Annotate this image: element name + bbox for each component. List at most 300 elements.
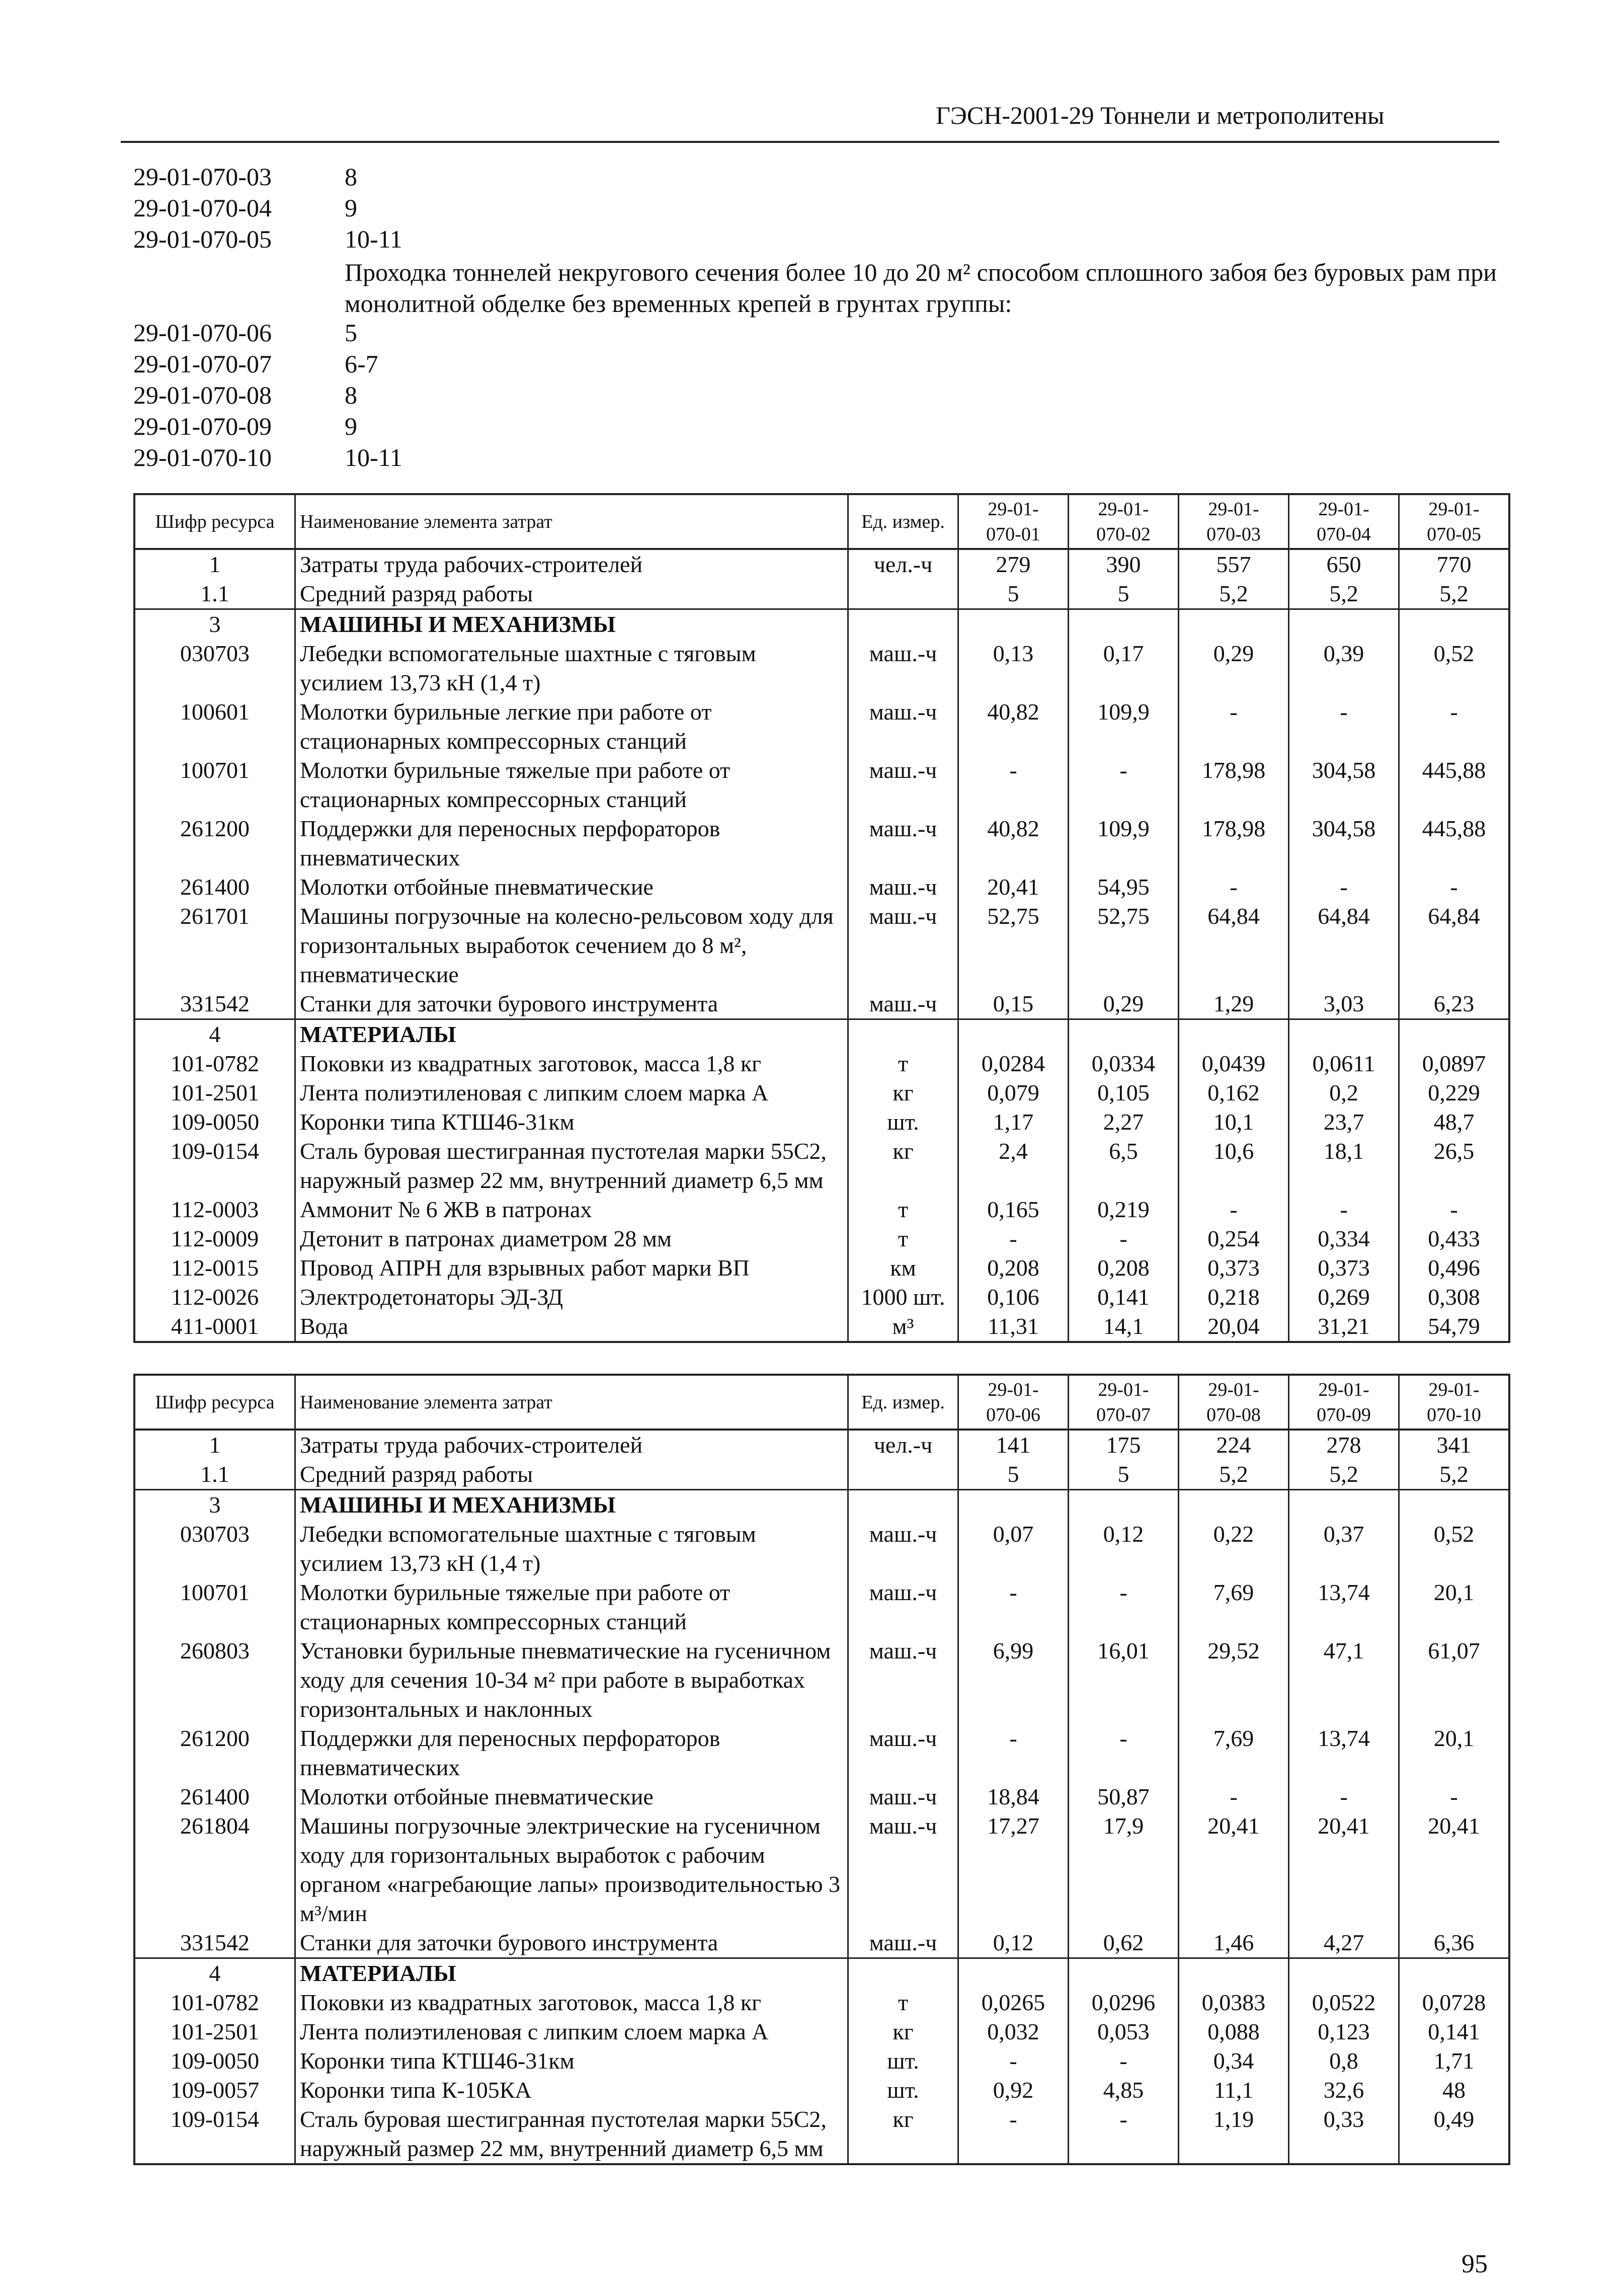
cell-value: 20,41 xyxy=(1179,1811,1289,1928)
cell-value xyxy=(958,1019,1069,1050)
cell-value: 64,84 xyxy=(1289,902,1399,989)
cell-value: 6,36 xyxy=(1399,1928,1510,1958)
code: 29-01-070-07 xyxy=(133,350,272,378)
cell-code: 100701 xyxy=(134,756,295,814)
cell-value: 0,8 xyxy=(1289,2046,1399,2076)
cell-value: 40,82 xyxy=(958,697,1069,756)
cell-value: - xyxy=(1399,1195,1510,1224)
header-col: 29-01- 070-09 xyxy=(1289,1375,1399,1430)
cell-code: 3 xyxy=(134,609,295,640)
cell-value: - xyxy=(1289,873,1399,902)
cell-value: 0,334 xyxy=(1289,1224,1399,1253)
cell-value: 0,17 xyxy=(1069,639,1179,697)
code-row xyxy=(133,411,402,442)
cell-code: 100601 xyxy=(134,697,295,756)
header-col: 29-01- 070-04 xyxy=(1289,494,1399,549)
work-description: Проходка тоннелей некругового сечения более 10 до 20 м² способом сплошного забоя без буровых рам при монолитной обделке без временных крепей в грунтах группы: xyxy=(345,258,1497,318)
cell-name: Лебедки вспомогательные шахтные с тяговым усилием 13,73 кН (1,4 т) xyxy=(295,639,848,697)
cell-value: 178,98 xyxy=(1179,814,1289,873)
cell-value: - xyxy=(958,1578,1069,1636)
cell-unit: шт. xyxy=(848,2046,958,2076)
header-code: Шифр ресурса xyxy=(134,494,295,549)
table-row xyxy=(134,1988,1509,2017)
table-row xyxy=(134,902,1509,989)
cell-value: 0,0897 xyxy=(1399,1049,1510,1078)
cell-value: 0,123 xyxy=(1289,2017,1399,2046)
cell-code: 101-2501 xyxy=(134,2017,295,2046)
cell-unit: чел.-ч xyxy=(848,549,958,579)
code-row xyxy=(133,223,402,255)
cell-unit: маш.-ч xyxy=(848,1578,958,1636)
cell-value: - xyxy=(1289,1195,1399,1224)
table-row xyxy=(134,1460,1509,1490)
cell-unit: км xyxy=(848,1253,958,1283)
cell-unit: 1000 шт. xyxy=(848,1283,958,1312)
cell-value: 0,053 xyxy=(1069,2017,1179,2046)
cell-value: 50,87 xyxy=(1069,1782,1179,1811)
cell-code: 1 xyxy=(134,1430,295,1460)
cell-value: - xyxy=(1069,1724,1179,1782)
table-row xyxy=(134,1107,1509,1137)
header-col: 29-01- 070-05 xyxy=(1399,494,1510,549)
cell-value xyxy=(1399,1958,1510,1989)
cell-name: МАТЕРИАЛЫ xyxy=(295,1958,848,1989)
table-row xyxy=(134,697,1509,756)
cell-name: Средний разряд работы xyxy=(295,579,848,609)
cell-value: 224 xyxy=(1179,1430,1289,1460)
cell-value: 13,74 xyxy=(1289,1578,1399,1636)
cell-value: - xyxy=(1399,1782,1510,1811)
cell-value: 0,106 xyxy=(958,1283,1069,1312)
cell-value: 31,21 xyxy=(1289,1312,1399,1342)
header-col: 29-01- 070-08 xyxy=(1179,1375,1289,1430)
cell-name: Затраты труда рабочих-строителей xyxy=(295,549,848,579)
cell-name: Молотки бурильные тяжелые при работе от стационарных компрессорных станций xyxy=(295,1578,848,1636)
cell-code: 100701 xyxy=(134,1578,295,1636)
cell-value: 0,141 xyxy=(1399,2017,1510,2046)
cell-value: 0,269 xyxy=(1289,1283,1399,1312)
cell-value: - xyxy=(1179,1195,1289,1224)
cell-value: 0,032 xyxy=(958,2017,1069,2046)
cell-value: - xyxy=(958,2105,1069,2164)
cell-value: 10,6 xyxy=(1179,1137,1289,1195)
cell-code: 1.1 xyxy=(134,1460,295,1490)
cell-unit: маш.-ч xyxy=(848,873,958,902)
cell-value: 64,84 xyxy=(1399,902,1510,989)
page-header: ГЭСН-2001-29 Тоннели и метрополитены xyxy=(936,101,1385,129)
table-row xyxy=(134,1724,1509,1782)
cell-value: 445,88 xyxy=(1399,756,1510,814)
table-row xyxy=(134,579,1509,609)
cell-code: 109-0154 xyxy=(134,1137,295,1195)
group: 8 xyxy=(345,163,357,191)
table-row xyxy=(134,1078,1509,1107)
cell-value: 26,5 xyxy=(1399,1137,1510,1195)
cell-value: 0,49 xyxy=(1399,2105,1510,2164)
cell-unit: кг xyxy=(848,2105,958,2164)
cell-value: 1,29 xyxy=(1179,989,1289,1019)
cell-unit: маш.-ч xyxy=(848,639,958,697)
cell-value: 48 xyxy=(1399,2076,1510,2105)
cell-unit xyxy=(848,579,958,609)
cell-name: Сталь буровая шестигранная пустотелая марки 55С2, наружный размер 22 мм, внутренний диаметр 6,5 мм xyxy=(295,1137,848,1195)
cell-name: МАШИНЫ И МЕХАНИЗМЫ xyxy=(295,1490,848,1520)
table-row xyxy=(134,1224,1509,1253)
cell-value: 0,2 xyxy=(1289,1078,1399,1107)
cell-name: Станки для заточки бурового инструмента xyxy=(295,1928,848,1958)
table-row xyxy=(134,1195,1509,1224)
cell-name: Электродетонаторы ЭД-ЗД xyxy=(295,1283,848,1312)
header-col: 29-01- 070-03 xyxy=(1179,494,1289,549)
cell-value: 6,5 xyxy=(1069,1137,1179,1195)
cell-value: 64,84 xyxy=(1179,902,1289,989)
cell-code: 030703 xyxy=(134,639,295,697)
cell-value: 5 xyxy=(958,1460,1069,1490)
cell-value: 109,9 xyxy=(1069,697,1179,756)
cell-value: - xyxy=(958,2046,1069,2076)
cell-name: Лента полиэтиленовая с липким слоем марка А xyxy=(295,2017,848,2046)
cell-code: 112-0003 xyxy=(134,1195,295,1224)
page-number: 95 xyxy=(1462,2250,1488,2278)
table-header-row xyxy=(134,1375,1509,1430)
cell-value: 0,62 xyxy=(1069,1928,1179,1958)
code-row xyxy=(133,348,402,379)
cell-value: 141 xyxy=(958,1430,1069,1460)
cell-value: 23,7 xyxy=(1289,1107,1399,1137)
table-body xyxy=(134,1430,1509,2164)
cell-unit: кг xyxy=(848,2017,958,2046)
cell-value xyxy=(1069,1490,1179,1520)
resource-table-2 xyxy=(133,1374,1510,2165)
code: 29-01-070-09 xyxy=(133,412,272,440)
section-row xyxy=(134,1019,1509,1050)
cell-code: 112-0009 xyxy=(134,1224,295,1253)
code-row xyxy=(133,442,402,473)
cell-value: 0,12 xyxy=(1069,1520,1179,1578)
header-rule xyxy=(121,141,1499,143)
cell-value: - xyxy=(1179,697,1289,756)
cell-value: 17,27 xyxy=(958,1811,1069,1928)
cell-value: 0,0611 xyxy=(1289,1049,1399,1078)
cell-name: МАШИНЫ И МЕХАНИЗМЫ xyxy=(295,609,848,640)
cell-value: 54,79 xyxy=(1399,1312,1510,1342)
cell-name: Поковки из квадратных заготовок, масса 1,8 кг xyxy=(295,1988,848,2017)
cell-value: 5,2 xyxy=(1179,579,1289,609)
cell-code: 1.1 xyxy=(134,579,295,609)
group: 5 xyxy=(345,319,357,347)
cell-code: 261701 xyxy=(134,902,295,989)
cell-value: 20,41 xyxy=(1399,1811,1510,1928)
group: 10-11 xyxy=(345,443,402,471)
cell-value xyxy=(1399,1019,1510,1050)
cell-name: Лента полиэтиленовая с липким слоем марка А xyxy=(295,1078,848,1107)
cell-unit: кг xyxy=(848,1137,958,1195)
table-row xyxy=(134,1430,1509,1460)
cell-value: 304,58 xyxy=(1289,756,1399,814)
table-row xyxy=(134,1578,1509,1636)
cell-name: Коронки типа К-105КА xyxy=(295,2076,848,2105)
cell-value: 0,52 xyxy=(1399,639,1510,697)
table-row xyxy=(134,2076,1509,2105)
cell-value: 0,22 xyxy=(1179,1520,1289,1578)
cell-name: Станки для заточки бурового инструмента xyxy=(295,989,848,1019)
cell-code: 1 xyxy=(134,549,295,579)
cell-unit: кг xyxy=(848,1078,958,1107)
cell-name: Вода xyxy=(295,1312,848,1342)
cell-value: 0,0296 xyxy=(1069,1988,1179,2017)
cell-name: Машины погрузочные электрические на гусеничном ходу для горизонтальных выработок с рабочим органом «нагребающие лапы» производительностью 3 м³/мин xyxy=(295,1811,848,1928)
cell-name: Коронки типа КТШ46-31км xyxy=(295,2046,848,2076)
cell-unit: т xyxy=(848,1988,958,2017)
table-row xyxy=(134,1782,1509,1811)
cell-value: 650 xyxy=(1289,549,1399,579)
cell-value: 0,088 xyxy=(1179,2017,1289,2046)
cell-value: 341 xyxy=(1399,1430,1510,1460)
cell-value: 0,0265 xyxy=(958,1988,1069,2017)
cell-value: 5,2 xyxy=(1399,1460,1510,1490)
cell-value: 5,2 xyxy=(1289,579,1399,609)
cell-value: 52,75 xyxy=(1069,902,1179,989)
cell-value xyxy=(958,1958,1069,1989)
cell-value: 20,41 xyxy=(958,873,1069,902)
cell-value: 2,27 xyxy=(1069,1107,1179,1137)
code: 29-01-070-06 xyxy=(133,319,272,347)
cell-value: 5 xyxy=(1069,579,1179,609)
cell-name: Молотки отбойные пневматические xyxy=(295,1782,848,1811)
table-row xyxy=(134,549,1509,579)
cell-value: - xyxy=(1069,1224,1179,1253)
cell-value xyxy=(958,609,1069,640)
cell-value: 0,308 xyxy=(1399,1283,1510,1312)
cell-value: 5 xyxy=(1069,1460,1179,1490)
table-row xyxy=(134,756,1509,814)
cell-name: Машины погрузочные на колесно-рельсовом ходу для горизонтальных выработок сечением до 8 м², пневматические xyxy=(295,902,848,989)
cell-unit: т xyxy=(848,1049,958,1078)
cell-code: 109-0050 xyxy=(134,2046,295,2076)
cell-name: Сталь буровая шестигранная пустотелая марки 55С2, наружный размер 22 мм, внутренний диаметр 6,5 мм xyxy=(295,2105,848,2164)
cell-value: 0,0383 xyxy=(1179,1988,1289,2017)
table-header-row xyxy=(134,494,1509,549)
header-name: Наименование элемента затрат xyxy=(295,494,848,549)
header-unit: Ед. измер. xyxy=(848,1375,958,1430)
cell-code: 030703 xyxy=(134,1520,295,1578)
cell-value: 0,433 xyxy=(1399,1224,1510,1253)
cell-value: - xyxy=(958,1224,1069,1253)
cell-value: 0,92 xyxy=(958,2076,1069,2105)
cell-name: Молотки отбойные пневматические xyxy=(295,873,848,902)
cell-unit xyxy=(848,1019,958,1050)
cell-value: 279 xyxy=(958,549,1069,579)
header-col: 29-01- 070-02 xyxy=(1069,494,1179,549)
table-row xyxy=(134,2046,1509,2076)
cell-value: - xyxy=(1289,697,1399,756)
table-row xyxy=(134,1283,1509,1312)
cell-code: 260803 xyxy=(134,1636,295,1724)
cell-name: Установки бурильные пневматические на гусеничном ходу для сечения 10-34 м² при работе в выработках горизонтальных и наклонных xyxy=(295,1636,848,1724)
table-row xyxy=(134,2105,1509,2164)
cell-value: 0,0439 xyxy=(1179,1049,1289,1078)
cell-unit: шт. xyxy=(848,2076,958,2105)
cell-value: 7,69 xyxy=(1179,1724,1289,1782)
cell-value: 1,71 xyxy=(1399,2046,1510,2076)
cell-value: - xyxy=(1069,2105,1179,2164)
cell-code: 109-0057 xyxy=(134,2076,295,2105)
cell-unit: маш.-ч xyxy=(848,814,958,873)
cell-value: 0,373 xyxy=(1179,1253,1289,1283)
cell-value: 0,0284 xyxy=(958,1049,1069,1078)
cell-unit: маш.-ч xyxy=(848,1724,958,1782)
cell-name: Провод АПРН для взрывных работ марки ВП xyxy=(295,1253,848,1283)
cell-value: - xyxy=(958,756,1069,814)
cell-value: 0,162 xyxy=(1179,1078,1289,1107)
code: 29-01-070-03 xyxy=(133,163,272,191)
cell-code: 101-2501 xyxy=(134,1078,295,1107)
cell-value: 0,208 xyxy=(958,1253,1069,1283)
cell-value: 0,52 xyxy=(1399,1520,1510,1578)
resource-table-1 xyxy=(133,493,1510,1343)
cell-value: 5,2 xyxy=(1179,1460,1289,1490)
cell-code: 261200 xyxy=(134,1724,295,1782)
table-row xyxy=(134,1928,1509,1958)
group: 9 xyxy=(345,194,357,222)
cell-value: 0,0522 xyxy=(1289,1988,1399,2017)
table-row xyxy=(134,873,1509,902)
cell-value xyxy=(1069,609,1179,640)
cell-value: 0,079 xyxy=(958,1078,1069,1107)
cell-value: 0,07 xyxy=(958,1520,1069,1578)
cell-code: 331542 xyxy=(134,1928,295,1958)
cell-value: 0,0728 xyxy=(1399,1988,1510,2017)
cell-value: 0,12 xyxy=(958,1928,1069,1958)
cell-value: - xyxy=(1289,1782,1399,1811)
header-col: 29-01- 070-06 xyxy=(958,1375,1069,1430)
cell-value: - xyxy=(1179,1782,1289,1811)
cell-name: Средний разряд работы xyxy=(295,1460,848,1490)
cell-value: 304,58 xyxy=(1289,814,1399,873)
cell-value: 13,74 xyxy=(1289,1724,1399,1782)
cell-value xyxy=(1179,1958,1289,1989)
table-body xyxy=(134,549,1509,1342)
code: 29-01-070-05 xyxy=(133,225,272,253)
cell-value xyxy=(1179,1019,1289,1050)
cell-value xyxy=(1069,1958,1179,1989)
cell-value: 4,85 xyxy=(1069,2076,1179,2105)
cell-value: 109,9 xyxy=(1069,814,1179,873)
cell-name: Затраты труда рабочих-строителей xyxy=(295,1430,848,1460)
table-row xyxy=(134,989,1509,1019)
cell-code: 4 xyxy=(134,1019,295,1050)
cell-value xyxy=(958,1490,1069,1520)
cell-value: 18,84 xyxy=(958,1782,1069,1811)
cell-code: 112-0015 xyxy=(134,1253,295,1283)
cell-value xyxy=(1069,1019,1179,1050)
cell-name: МАТЕРИАЛЫ xyxy=(295,1019,848,1050)
cell-value: 4,27 xyxy=(1289,1928,1399,1958)
cell-value: 0,39 xyxy=(1289,639,1399,697)
code-row xyxy=(133,161,402,192)
cell-unit: шт. xyxy=(848,1107,958,1137)
cell-value: 11,1 xyxy=(1179,2076,1289,2105)
cell-name: Поддержки для переносных перфораторов пневматических xyxy=(295,1724,848,1782)
cell-unit: т xyxy=(848,1195,958,1224)
cell-code: 109-0154 xyxy=(134,2105,295,2164)
cell-value: 5 xyxy=(958,579,1069,609)
cell-value: 175 xyxy=(1069,1430,1179,1460)
cell-value: 0,229 xyxy=(1399,1078,1510,1107)
cell-value: 32,6 xyxy=(1289,2076,1399,2105)
cell-value: 10,1 xyxy=(1179,1107,1289,1137)
cell-value: 11,31 xyxy=(958,1312,1069,1342)
cell-value: 557 xyxy=(1179,549,1289,579)
cell-value: 390 xyxy=(1069,549,1179,579)
cell-value: 0,105 xyxy=(1069,1078,1179,1107)
table-row xyxy=(134,1253,1509,1283)
cell-name: Молотки бурильные легкие при работе от стационарных компрессорных станций xyxy=(295,697,848,756)
cell-value: 0,254 xyxy=(1179,1224,1289,1253)
cell-unit: чел.-ч xyxy=(848,1430,958,1460)
cell-value xyxy=(1179,1490,1289,1520)
cell-value xyxy=(1399,609,1510,640)
table-row xyxy=(134,814,1509,873)
header-unit: Ед. измер. xyxy=(848,494,958,549)
cell-unit: м³ xyxy=(848,1312,958,1342)
table-row xyxy=(134,1312,1509,1342)
cell-value: - xyxy=(1179,873,1289,902)
header-col: 29-01- 070-01 xyxy=(958,494,1069,549)
cell-unit: маш.-ч xyxy=(848,697,958,756)
cell-value: 40,82 xyxy=(958,814,1069,873)
cell-unit: маш.-ч xyxy=(848,1811,958,1928)
code-row xyxy=(133,192,402,223)
cell-unit: маш.-ч xyxy=(848,1782,958,1811)
section-row xyxy=(134,1490,1509,1520)
cell-code: 261400 xyxy=(134,1782,295,1811)
table-row xyxy=(134,1811,1509,1928)
cell-value: 1,46 xyxy=(1179,1928,1289,1958)
cell-name: Молотки бурильные тяжелые при работе от стационарных компрессорных станций xyxy=(295,756,848,814)
cell-value: 48,7 xyxy=(1399,1107,1510,1137)
cell-value: 1,17 xyxy=(958,1107,1069,1137)
cell-unit xyxy=(848,1958,958,1989)
table-row xyxy=(134,639,1509,697)
section-row xyxy=(134,1958,1509,1989)
section-row xyxy=(134,609,1509,640)
cell-value: - xyxy=(1399,873,1510,902)
cell-value: - xyxy=(1069,1578,1179,1636)
group: 6-7 xyxy=(345,350,378,378)
cell-value: 20,41 xyxy=(1289,1811,1399,1928)
cell-value: 6,99 xyxy=(958,1636,1069,1724)
cell-name: Поковки из квадратных заготовок, масса 1,8 кг xyxy=(295,1049,848,1078)
cell-name: Коронки типа КТШ46-31км xyxy=(295,1107,848,1137)
cell-value: 14,1 xyxy=(1069,1312,1179,1342)
cell-unit: маш.-ч xyxy=(848,1636,958,1724)
cell-code: 4 xyxy=(134,1958,295,1989)
cell-name: Поддержки для переносных перфораторов пневматических xyxy=(295,814,848,873)
code: 29-01-070-04 xyxy=(133,194,272,222)
table-row xyxy=(134,1137,1509,1195)
cell-value: 0,218 xyxy=(1179,1283,1289,1312)
header-col: 29-01- 070-10 xyxy=(1399,1375,1510,1430)
cell-value: 0,0334 xyxy=(1069,1049,1179,1078)
cell-value: 20,04 xyxy=(1179,1312,1289,1342)
cell-value: 0,496 xyxy=(1399,1253,1510,1283)
header-code: Шифр ресурса xyxy=(134,1375,295,1430)
cell-value: 0,37 xyxy=(1289,1520,1399,1578)
code-row xyxy=(133,317,402,348)
cell-value: 0,34 xyxy=(1179,2046,1289,2076)
group: 10-11 xyxy=(345,225,402,253)
